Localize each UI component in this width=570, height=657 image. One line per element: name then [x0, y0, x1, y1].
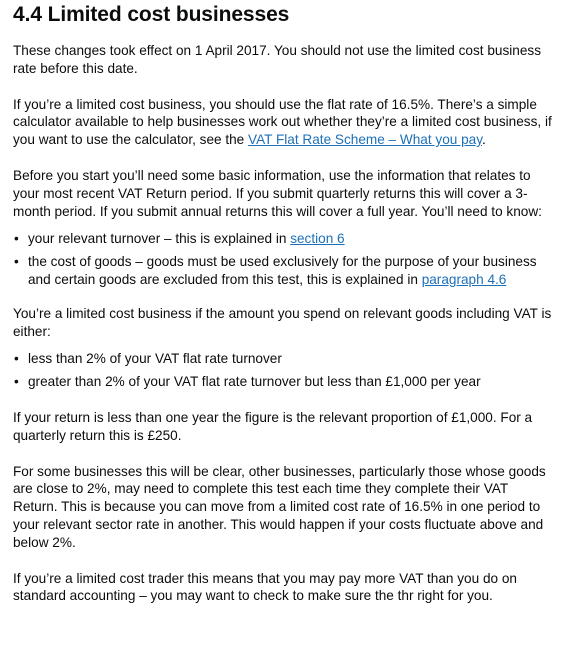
- bullet: •: [14, 374, 19, 390]
- list-item: [13, 253, 556, 289]
- bullet: •: [14, 351, 19, 367]
- list-item-text: your relevant turnover – this is explained in: [28, 231, 291, 247]
- flat-rate-text: If you’re a limited cost business, you should use the flat rate of 16.5%. There’s a simple calculator available to help businesses work out whether they’re a limited cost business, if you want to use the calculator, see the: [13, 96, 552, 148]
- effective-date-paragraph: These changes took effect on 1 April 2017. You should not use the limited cost business rate before this date.: [13, 43, 541, 76]
- vat-flat-rate-scheme-link[interactable]: VAT Flat Rate Scheme – What you pay: [248, 132, 482, 148]
- either-list: [13, 350, 556, 391]
- list-item-text: greater than 2% of your VAT flat rate turnover but less than £1,000 per year: [28, 374, 481, 390]
- flat-rate-end: .: [482, 132, 486, 148]
- list-item-text: less than 2% of your VAT flat rate turnover: [28, 351, 282, 367]
- need-to-know-list: [13, 230, 556, 288]
- list-item-text: the cost of goods – goods must be used exclusively for the purpose of your business and certain goods are excluded from this test, this is explained in: [28, 254, 537, 287]
- list-item: [13, 373, 556, 391]
- bullet: •: [14, 231, 19, 247]
- limited-cost-definition-paragraph: You’re a limited cost business if the amount you spend on relevant goods including VAT is either:: [13, 305, 552, 339]
- limited-cost-trader-paragraph: If you’re a limited cost trader this means that you may pay more VAT than you do on standard accounting – you may want to check to make sure the thr right for you.: [13, 570, 517, 604]
- flat-rate-paragraph: [13, 96, 556, 149]
- basic-information-paragraph: Before you start you’ll need some basic information, use the information that relates to your most recent VAT Return period. If you submit quarterly returns this will cover a 3-month period. If you submit annual returns this will cover a full year. You’ll need to know:: [13, 167, 542, 219]
- list-item: [13, 350, 556, 368]
- paragraph-4-6-link[interactable]: paragraph 4.6: [421, 271, 507, 287]
- section-6-link[interactable]: section 6: [290, 231, 345, 247]
- section-heading: 4.4 Limited cost businesses: [13, 3, 290, 26]
- relevant-proportion-paragraph: If your return is less than one year the figure is the relevant proportion of £1,000. For a quarterly return this is £250.: [13, 409, 533, 443]
- fluctuation-paragraph: For some businesses this will be clear, other businesses, particularly those whose goods are close to 2%, may need to complete this test each time they complete their VAT Return. This is because you can move from a limited cost rate of 16.5% in one period to your relevant sector rate in another. This would happen if your costs fluctuate above and below 2%.: [13, 463, 546, 550]
- list-item: [13, 230, 556, 248]
- bullet: •: [14, 254, 19, 270]
